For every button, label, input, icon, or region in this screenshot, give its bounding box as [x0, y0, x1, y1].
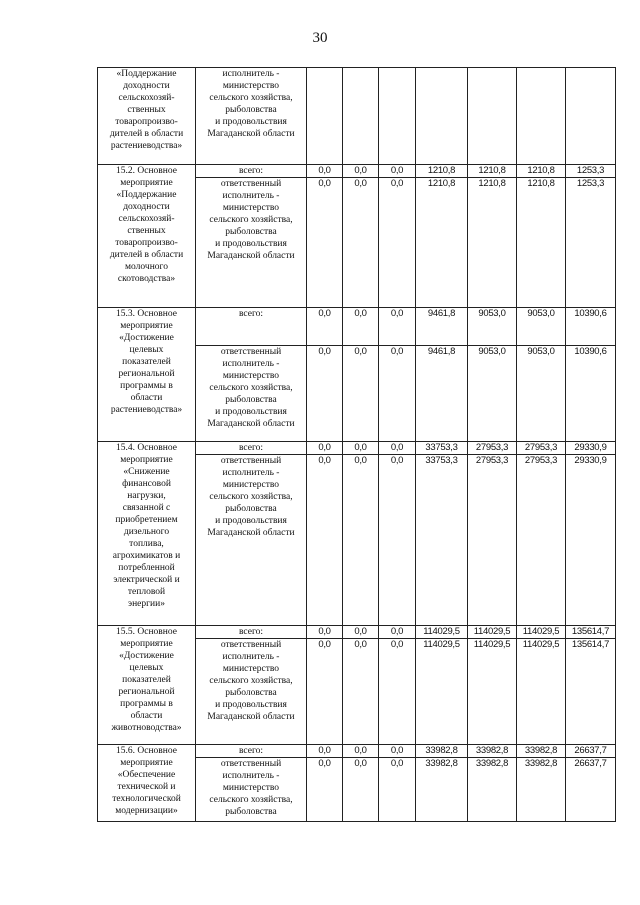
value-cell: 0,0	[307, 308, 343, 346]
value-cell	[517, 68, 566, 165]
value-cell: 0,0	[343, 346, 379, 442]
value-cell: 114029,5	[468, 639, 517, 745]
executor-cell: ответственный исполнитель - министерство сельского хозяйства, рыболовства и продовольствия Магаданской области	[196, 639, 307, 745]
value-cell: 0,0	[379, 442, 416, 455]
value-cell: 0,0	[379, 346, 416, 442]
table-row	[98, 745, 616, 758]
value-cell: 0,0	[307, 455, 343, 626]
value-cell: 1210,8	[468, 178, 517, 308]
total-label-cell: всего:	[196, 626, 307, 639]
measure-name-cell: 15.3. Основное мероприятие «Достижение целевых показателей региональной программы в области растениеводства»	[98, 308, 196, 442]
executor-cell: ответственный исполнитель - министерство сельского хозяйства, рыболовства и продовольствия Магаданской области	[196, 178, 307, 308]
value-cell: 0,0	[343, 308, 379, 346]
value-cell: 1253,3	[566, 165, 616, 178]
value-cell: 27953,3	[517, 442, 566, 455]
value-cell: 0,0	[307, 745, 343, 758]
value-cell: 9461,8	[416, 308, 468, 346]
value-cell: 0,0	[307, 178, 343, 308]
value-cell: 0,0	[343, 758, 379, 822]
value-cell: 9053,0	[517, 308, 566, 346]
value-cell: 29330,9	[566, 442, 616, 455]
measure-name-cell: 15.6. Основное мероприятие «Обеспечение технической и технологической модернизации»	[98, 745, 196, 822]
measure-name-cell: 15.5. Основное мероприятие «Достижение целевых показателей региональной программы в области животноводства»	[98, 626, 196, 745]
value-cell: 27953,3	[468, 455, 517, 626]
value-cell: 0,0	[343, 455, 379, 626]
value-cell: 0,0	[379, 626, 416, 639]
executor-cell: ответственный исполнитель - министерство сельского хозяйства, рыболовства и продовольствия Магаданской области	[196, 346, 307, 442]
table-row	[98, 442, 616, 455]
value-cell: 33982,8	[416, 745, 468, 758]
value-cell: 114029,5	[517, 639, 566, 745]
executor-cell: исполнитель - министерство сельского хозяйства, рыболовства и продовольствия Магаданской области	[196, 68, 307, 165]
value-cell: 0,0	[343, 626, 379, 639]
value-cell: 0,0	[379, 745, 416, 758]
total-label-cell: всего:	[196, 745, 307, 758]
value-cell: 9053,0	[517, 346, 566, 442]
value-cell: 0,0	[307, 758, 343, 822]
value-cell: 1210,8	[468, 165, 517, 178]
value-cell: 33753,3	[416, 455, 468, 626]
value-cell: 0,0	[343, 442, 379, 455]
executor-cell: ответственный исполнитель - министерство сельского хозяйства, рыболовства и продовольствия Магаданской области	[196, 455, 307, 626]
page-number: 30	[312, 30, 328, 46]
value-cell: 1210,8	[416, 165, 468, 178]
value-cell: 9053,0	[468, 308, 517, 346]
table-row	[98, 165, 616, 178]
value-cell: 0,0	[379, 455, 416, 626]
value-cell: 33982,8	[416, 758, 468, 822]
value-cell: 0,0	[379, 165, 416, 178]
value-cell: 33982,8	[468, 758, 517, 822]
value-cell: 9053,0	[468, 346, 517, 442]
value-cell: 27953,3	[517, 455, 566, 626]
value-cell: 29330,9	[566, 455, 616, 626]
executor-cell: ответственный исполнитель - министерство сельского хозяйства, рыболовства	[196, 758, 307, 822]
total-label-cell: всего:	[196, 308, 307, 346]
value-cell: 114029,5	[416, 626, 468, 639]
value-cell: 0,0	[379, 308, 416, 346]
measure-name-cell: 15.2. Основное мероприятие «Поддержание доходности сельскохозяй- ственных товаропроизво- дителей в области молочного скотоводства»	[98, 165, 196, 308]
value-cell: 0,0	[343, 178, 379, 308]
value-cell: 114029,5	[416, 639, 468, 745]
measure-name-cell: 15.4. Основное мероприятие «Снижение финансовой нагрузки, связанной с приобретением дизельного топлива, агрохимикатов и потребленной электрической и тепловой энергии»	[98, 442, 196, 626]
value-cell: 0,0	[307, 165, 343, 178]
value-cell: 1210,8	[517, 178, 566, 308]
value-cell: 27953,3	[468, 442, 517, 455]
value-cell: 114029,5	[468, 626, 517, 639]
value-cell: 114029,5	[517, 626, 566, 639]
value-cell: 0,0	[307, 346, 343, 442]
value-cell: 0,0	[343, 745, 379, 758]
value-cell	[416, 68, 468, 165]
value-cell: 10390,6	[566, 346, 616, 442]
value-cell: 0,0	[343, 165, 379, 178]
value-cell: 135614,7	[566, 626, 616, 639]
value-cell: 1253,3	[566, 178, 616, 308]
value-cell	[566, 68, 616, 165]
total-label-cell: всего:	[196, 442, 307, 455]
total-label-cell: всего:	[196, 165, 307, 178]
value-cell: 10390,6	[566, 308, 616, 346]
table-row	[98, 68, 616, 165]
value-cell: 0,0	[343, 639, 379, 745]
value-cell: 0,0	[379, 639, 416, 745]
value-cell	[343, 68, 379, 165]
value-cell	[307, 68, 343, 165]
value-cell: 0,0	[307, 639, 343, 745]
value-cell: 0,0	[307, 626, 343, 639]
table-row	[98, 308, 616, 346]
value-cell: 0,0	[379, 178, 416, 308]
table-row	[98, 626, 616, 639]
value-cell: 26637,7	[566, 758, 616, 822]
value-cell: 33982,8	[517, 745, 566, 758]
value-cell: 0,0	[307, 442, 343, 455]
value-cell: 1210,8	[517, 165, 566, 178]
budget-table	[97, 67, 616, 822]
value-cell: 33753,3	[416, 442, 468, 455]
value-cell	[379, 68, 416, 165]
measure-name-cell: «Поддержание доходности сельскохозяй- ственных товаропроизво- дителей в области растениеводства»	[98, 68, 196, 165]
value-cell: 33982,8	[517, 758, 566, 822]
value-cell	[468, 68, 517, 165]
value-cell: 9461,8	[416, 346, 468, 442]
value-cell: 1210,8	[416, 178, 468, 308]
value-cell: 0,0	[379, 758, 416, 822]
value-cell: 33982,8	[468, 745, 517, 758]
value-cell: 26637,7	[566, 745, 616, 758]
value-cell: 135614,7	[566, 639, 616, 745]
